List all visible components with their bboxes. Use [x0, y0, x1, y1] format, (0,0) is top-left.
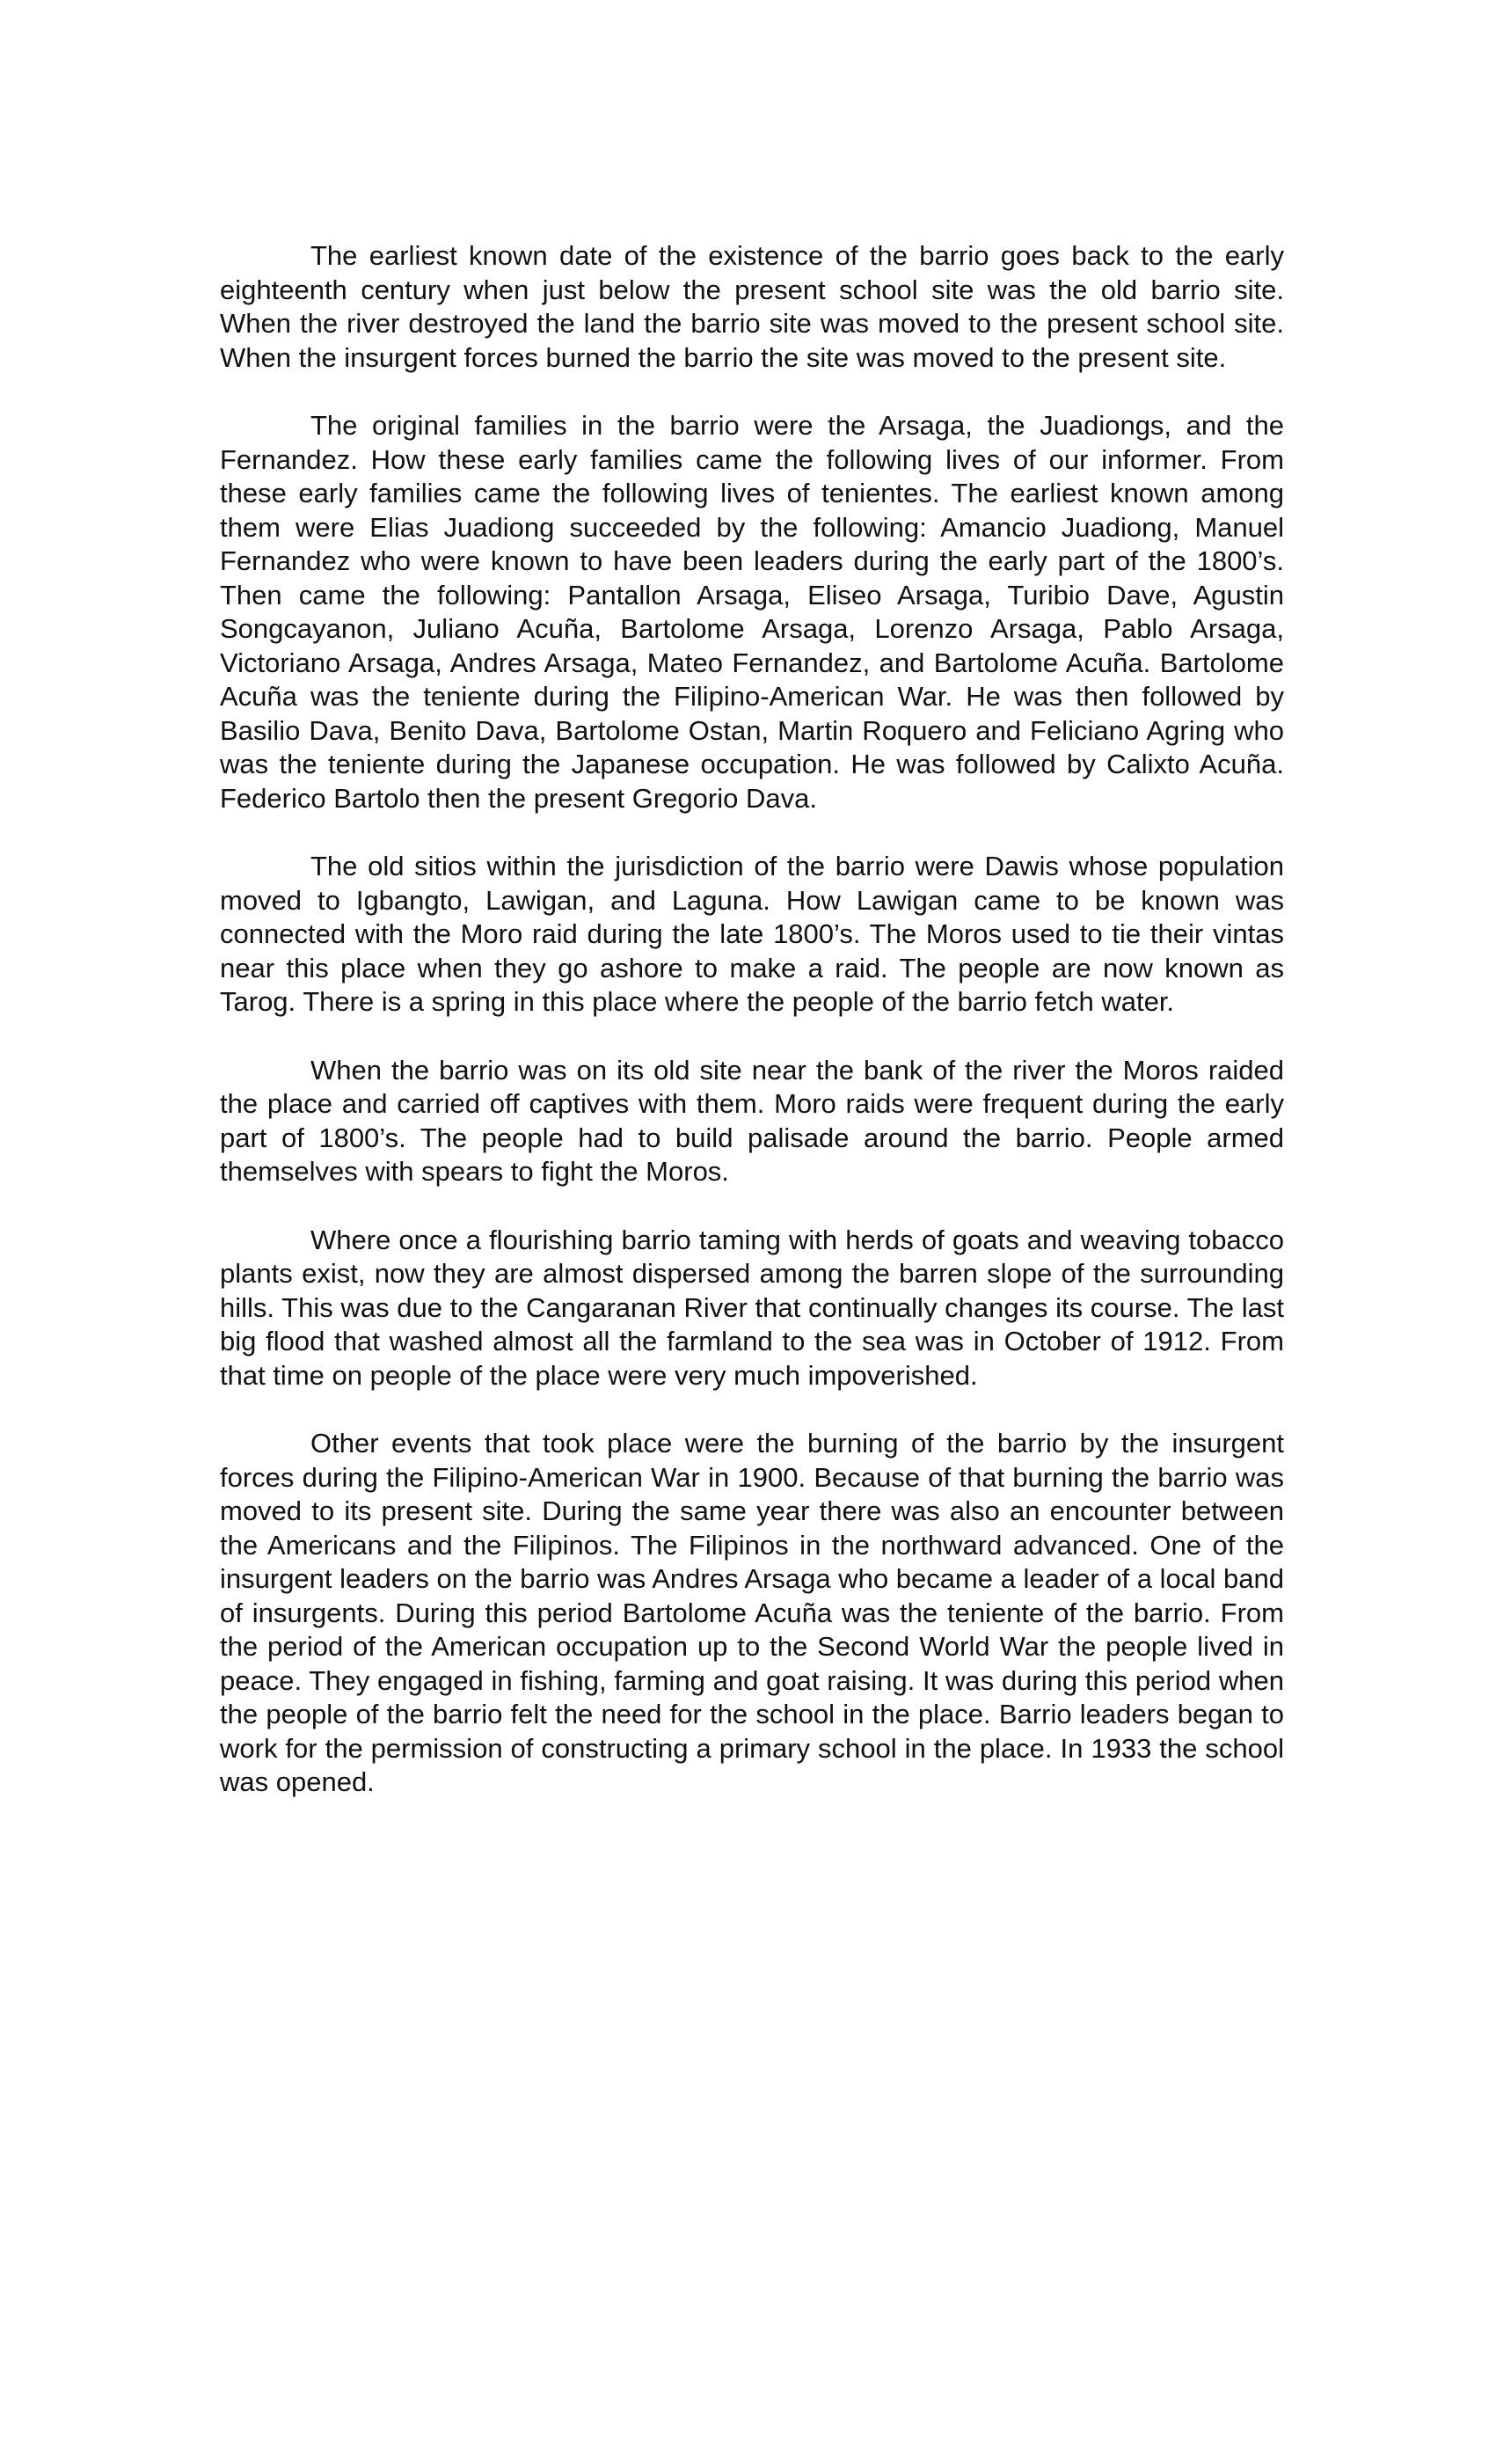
paragraph-old-sitios: The old sitios within the jurisdiction of the barrio were Dawis whose population moved to Igbangto, Lawigan, and Laguna. How Lawigan came to be known was connected with the Moro raid during the late 1800’s. The Moros used to tie their vintas near this place when they go ashore to make a raid. The people are now known as Tarog. There is a spring in this place where the people of the barrio fetch water. [220, 851, 1284, 1017]
paragraph-river-flood: Where once a flourishing barrio taming with herds of goats and weaving tobacco plants exist, now they are almost dispersed among the barren slope of the surrounding hills. This was due to the Cangaranan River that continually changes its course. The last big flood that washed almost all the farmland to the sea was in October of 1912. From that time on people of the place were very much impoverished. [220, 1224, 1284, 1391]
paragraph-barrio-origin: The earliest known date of the existence of the barrio goes back to the early eighteenth century when just below the present school site was the old barrio site. When the river destroyed the land the barrio site was moved to the present school site. When the insurgent forces burned the barrio the site was moved to the present site. [220, 240, 1284, 373]
paragraph-other-events: Other events that took place were the burning of the barrio by the insurgent forces during the Filipino-American War in 1900. Because of that burning the barrio was moved to its present site. During the same year there was also an encounter between the Americans and the Filipinos. The Filipinos in the northward advanced. One of the insurgent leaders on the barrio was Andres Arsaga who became a leader of a local band of insurgents. During this period Bartolome Acuña was the teniente of the barrio. From the period of the American occupation up to the Second World War the people lived in peace. They engaged in fishing, farming and goat raising. It was during this period when the people of the barrio felt the need for the school in the place. Barrio leaders began to work for the permission of constructing a primary school in the place. In 1933 the school was opened. [220, 1428, 1284, 1797]
document-body [220, 239, 1284, 1834]
paragraph-moro-raids: When the barrio was on its old site near the bank of the river the Moros raided the place and carried off captives with them. Moro raids were frequent during the early part of 1800’s. The people had to build palisade around the barrio. People armed themselves with spears to fight the Moros. [220, 1054, 1284, 1187]
paragraph-original-families: The original families in the barrio were the Arsaga, the Juadiongs, and the Fernandez. How these early families came the following lives of our informer. From these early families came the following lives of tenientes. The earliest known among them were Elias Juadiong succeeded by the following: Amancio Juadiong, Manuel Fernandez who were known to have been leaders during the early part of the 1800’s. Then came the following: Pantallon Arsaga, Eliseo Arsaga, Turibio Dave, Agustin Songcayanon, Juliano Acuña, Bartolome Arsaga, Lorenzo Arsaga, Pablo Arsaga, Victoriano Arsaga, Andres Arsaga, Mateo Fernandez, and Bartolome Acuña. Bartolome Acuña was the teniente during the Filipino-American War. He was then followed by Basilio Dava, Benito Dava, Bartolome Ostan, Martin Roquero and Feliciano Agring who was the teniente during the Japanese occupation. He was followed by Calixto Acuña. Federico Bartolo then the present Gregorio Dava. [220, 410, 1284, 814]
